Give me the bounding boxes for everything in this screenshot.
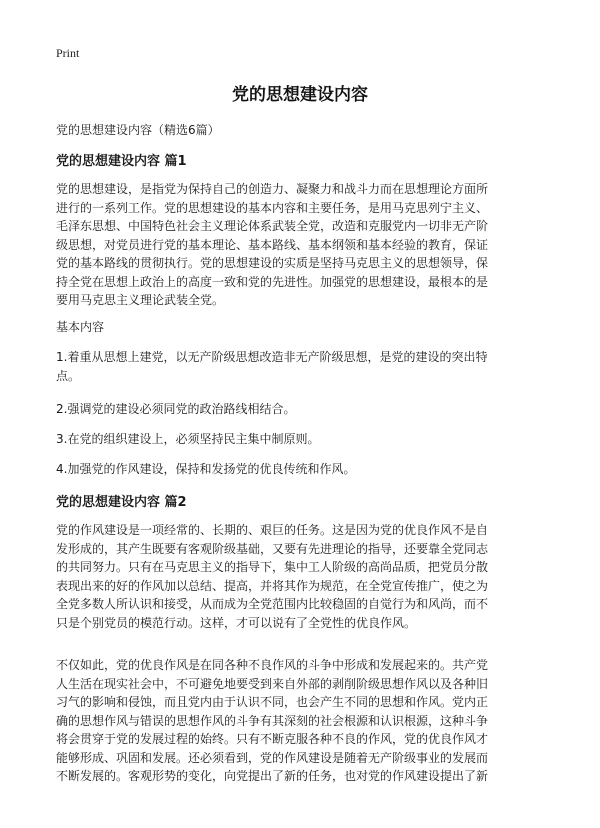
paragraph-line: 习气的影响和侵蚀，而且党内由于认识不同，也会产生不同的思想和作风。党内正 (56, 695, 489, 709)
paragraph-line: 党的作风建设是一项经常的、长期的、艰巨的任务。这是因为党的优良作风不是自 (56, 523, 489, 537)
section-2-heading: 党的思想建设内容 篇2 (56, 495, 187, 510)
paragraph-line: 发形成的，其产生既要有客观阶级基础，又要有先进理论的指导，还要靠全党同志 (56, 541, 489, 556)
list-item-line: 点。 (56, 368, 81, 383)
paragraph-line: 毛泽东思想、中国特色社会主义理论体系武装全党，改造和克服党内一切非无产阶 (56, 219, 489, 233)
paragraph-line: 不仅如此，党的优良作风是在同各种不良作风的斗争中形成和发展起来的。共产党 (56, 658, 489, 672)
paragraph-line: 不断发展的。客观形势的变化，向党提出了新的任务，也对党的作风建设提出了新 (56, 769, 489, 783)
paragraph-line: 全党多数人所认识和接受，从而成为全党范围内比较稳固的自觉行为和风尚，而不 (56, 597, 489, 611)
paragraph-line: 能够形成、巩固和发展。还必须看到，党的作风建设是随着无产阶级事业的发展而 (56, 750, 489, 765)
paragraph-line: 将会贯穿于党的发展过程的始终。只有不断克服各种不良的作风，党的优良作风才 (56, 732, 489, 746)
list-item-1 (56, 348, 548, 385)
paragraph-line: 党的基本路线的贯彻执行。党的思想建设的实质是坚持马克思主义的思想领导，保 (56, 256, 489, 270)
paragraph-line: 党的思想建设，是指党为保持自己的创造力、凝聚力和战斗力而在思想理论方面所 (56, 182, 489, 196)
list-item-line: 1.着重从思想上建党，以无产阶级思想改造非无产阶级思想，是党的建设的突出特 (56, 350, 488, 364)
document-title: 党的思想建设内容 (232, 85, 368, 105)
section-2-paragraph-1 (56, 521, 548, 632)
paragraph-line: 只是个别党员的模范行动。这样，才可以说有了全党性的优良作风。 (56, 615, 417, 630)
paragraph-line: 确的思想作风与错误的思想作风的斗争有其深刻的社会根源和认识根源，这种斗争 (56, 713, 489, 728)
section-1-heading: 党的思想建设内容 篇1 (56, 154, 187, 169)
list-item-4: 4.加强党的作风建设，保持和发扬党的优良传统和作风。 (56, 462, 356, 476)
paragraph-line: 进行的一系列工作。党的思想建设的基本内容和主要任务，是用马克思列宁主义、 (56, 200, 489, 215)
paragraph-line: 人生活在现实社会中，不可避免地要受到来自外部的剥削阶级思想作风以及各种旧 (56, 676, 489, 691)
list-item-3: 3.在党的组织建设上，必须坚持民主集中制原则。 (56, 432, 320, 446)
paragraph-line: 要用马克思主义理论武装全党。 (56, 293, 225, 307)
paragraph-line: 的共同努力。只有在马克思主义的指导下，集中工人阶级的高尚品质，把党员分散 (56, 560, 489, 574)
paragraph-line: 级思想，对党员进行党的基本理论、基本路线、基本纲领和基本经验的教育，保证 (56, 237, 489, 252)
section-1-intro-paragraph (56, 180, 548, 310)
paragraph-line: 持全党在思想上政治上的高度一致和党的先进性。加强党的思想建设，最根本的是 (56, 274, 489, 289)
list-item-2: 2.强调党的建设必须同党的政治路线相结合。 (56, 402, 296, 416)
basic-content-label: 基本内容 (56, 320, 105, 334)
document-subtitle: 党的思想建设内容（精选6篇） (56, 123, 220, 137)
paragraph-line: 表现出来的好的作风加以总结、提高，并将其作为规范，在全党宣传推广，使之为 (56, 578, 489, 593)
print-link[interactable]: Print (56, 46, 80, 60)
section-2-paragraph-2 (56, 656, 548, 786)
